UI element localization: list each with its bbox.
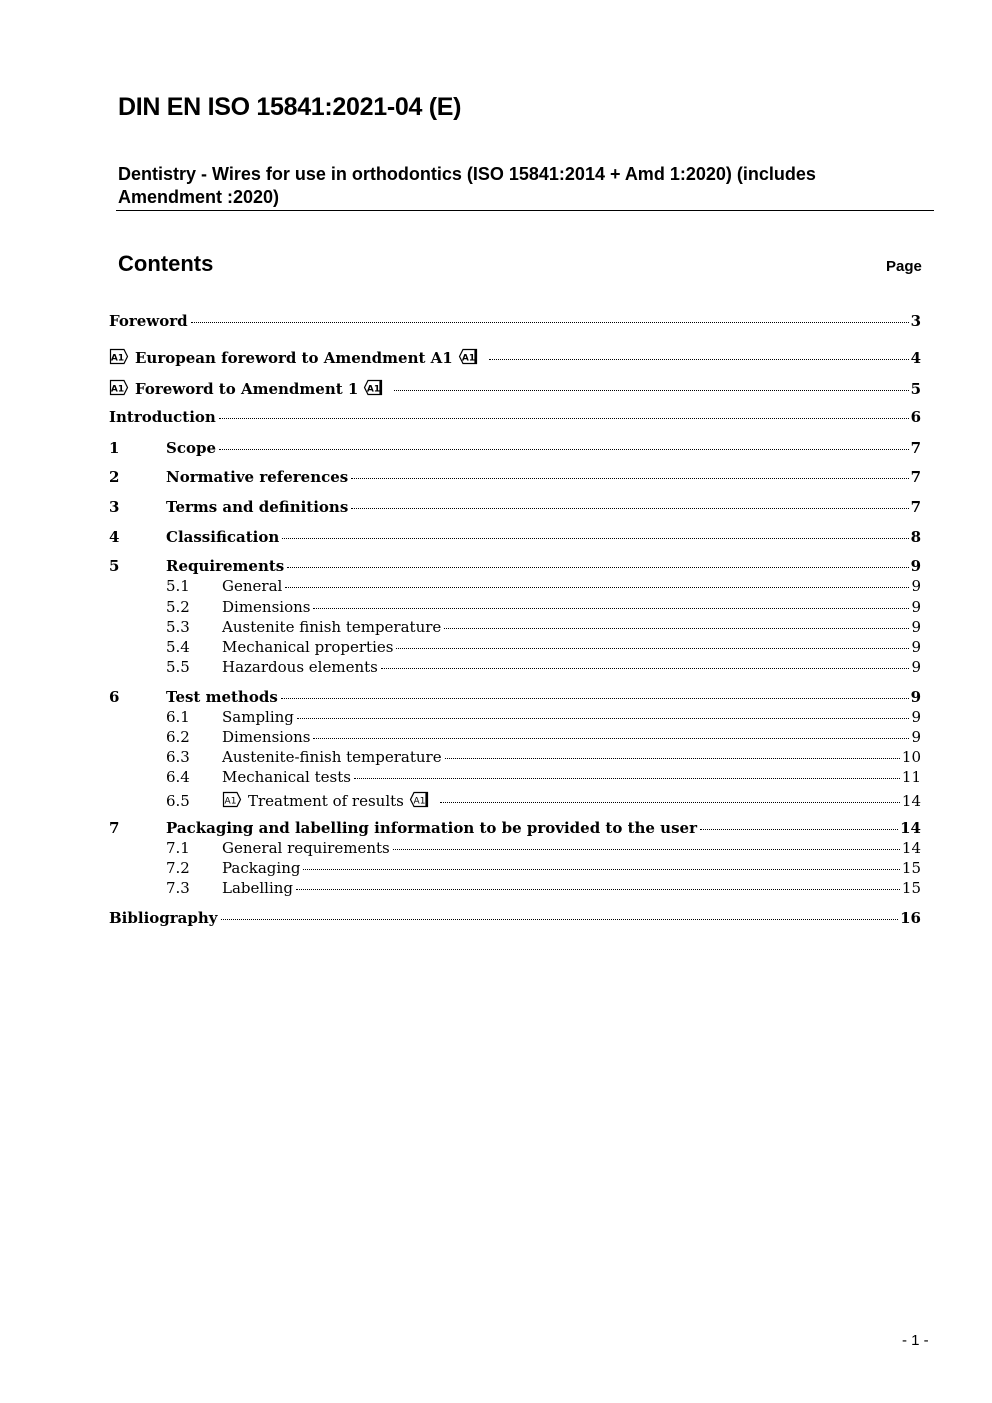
toc-entry[interactable] xyxy=(166,748,921,766)
toc-entry-title xyxy=(222,839,390,857)
toc-dot-leader xyxy=(297,718,910,719)
toc-entry-title xyxy=(166,528,279,546)
toc-dot-leader xyxy=(394,390,908,391)
toc-entry-title xyxy=(222,748,442,766)
page-column-heading: Page xyxy=(886,258,922,275)
toc-dot-leader xyxy=(219,449,909,450)
toc-entry-page: 7 xyxy=(910,468,921,486)
toc-dot-leader xyxy=(281,698,909,699)
amendment-end-marker-icon xyxy=(458,348,478,365)
toc-entry[interactable] xyxy=(109,688,921,706)
toc-entry-title xyxy=(222,618,441,636)
toc-entry-title-text: Foreword xyxy=(109,312,188,330)
toc-entry-title-text: Packaging xyxy=(222,859,301,877)
toc-entry-number: 3 xyxy=(109,498,120,516)
toc-entry-title xyxy=(222,789,437,810)
amendment-start-marker-icon xyxy=(109,348,129,365)
toc-dot-leader xyxy=(440,802,900,803)
toc-dot-leader xyxy=(351,508,908,509)
toc-entry[interactable] xyxy=(109,909,921,927)
toc-entry-page: 15 xyxy=(901,859,921,877)
amendment-marker-label: A1 xyxy=(461,353,475,364)
toc-entry[interactable] xyxy=(166,638,921,656)
toc-entry-title xyxy=(166,819,697,837)
toc-dot-leader xyxy=(313,608,909,609)
toc-entry-number: 5.4 xyxy=(166,638,190,656)
toc-entry-title-text: Dimensions xyxy=(222,728,311,746)
document-subtitle: Dentistry - Wires for use in orthodontics (ISO 15841:2014 + Amd 1:2020) (includes Amendment :2020) xyxy=(118,164,816,207)
toc-dot-leader xyxy=(393,849,900,850)
toc-dot-leader xyxy=(287,567,908,568)
toc-entry-title xyxy=(109,377,391,398)
toc-entry-page: 9 xyxy=(911,577,921,595)
toc-entry-page: 9 xyxy=(911,618,921,636)
toc-entry-title-text: Austenite-finish temperature xyxy=(222,748,442,766)
toc-entry-title-text: Sampling xyxy=(222,708,294,726)
toc-entry[interactable] xyxy=(109,468,921,486)
toc-entry[interactable] xyxy=(109,408,921,426)
toc-dot-leader xyxy=(221,919,899,920)
toc-entry-title xyxy=(222,598,310,616)
toc-dot-leader xyxy=(381,668,910,669)
toc-dot-leader xyxy=(489,359,909,360)
toc-dot-leader xyxy=(285,587,909,588)
amendment-end-marker-icon xyxy=(363,379,383,396)
toc-entry-page: 9 xyxy=(910,688,921,706)
toc-entry-title-text: Mechanical properties xyxy=(222,638,394,656)
toc-entry-title-text: Bibliography xyxy=(109,909,218,927)
amendment-marker-label: A1 xyxy=(367,384,381,395)
toc-entry-title-text: Foreword to Amendment 1 xyxy=(135,380,359,398)
toc-entry-number: 7.3 xyxy=(166,879,190,897)
toc-entry-page: 4 xyxy=(910,349,921,367)
toc-entry-page: 9 xyxy=(910,557,921,575)
toc-entry-page: 9 xyxy=(911,638,921,656)
toc-entry-title-text: Treatment of results xyxy=(248,792,404,810)
toc-entry-number: 6.1 xyxy=(166,708,190,726)
toc-entry[interactable] xyxy=(166,859,921,877)
toc-entry-page: 15 xyxy=(901,879,921,897)
toc-entry-title xyxy=(166,498,348,516)
toc-entry-page: 9 xyxy=(911,598,921,616)
toc-entry[interactable] xyxy=(166,768,921,786)
toc-entry-page: 16 xyxy=(900,909,921,927)
toc-entry[interactable] xyxy=(109,498,921,516)
toc-dot-leader xyxy=(444,628,909,629)
toc-entry-number: 7 xyxy=(109,819,120,837)
amendment-marker-label: A1 xyxy=(224,796,237,807)
toc-dot-leader xyxy=(282,538,908,539)
toc-entry-number: 6.5 xyxy=(166,792,190,810)
page-number: - 1 - xyxy=(902,1332,929,1349)
toc-entry[interactable] xyxy=(109,439,921,457)
document-id: DIN EN ISO 15841:2021-04 (E) xyxy=(118,93,462,121)
toc-entry-page: 14 xyxy=(900,819,921,837)
amendment-marker-label: A1 xyxy=(110,353,125,364)
toc-entry[interactable] xyxy=(109,819,921,837)
toc-entry-title xyxy=(166,557,284,575)
amendment-marker-label: A1 xyxy=(110,384,125,395)
toc-entry-title-text: Dimensions xyxy=(222,598,311,616)
title-rule xyxy=(116,210,934,211)
toc-entry-number: 7.2 xyxy=(166,859,190,877)
toc-entry-title xyxy=(109,909,218,927)
toc-entry[interactable] xyxy=(166,708,921,726)
toc-entry-title xyxy=(222,859,300,877)
toc-entry-number: 6 xyxy=(109,688,120,706)
toc-entry-page: 9 xyxy=(911,658,921,676)
toc-dot-leader xyxy=(219,418,909,419)
toc-entry-title-text: Test methods xyxy=(166,688,278,706)
toc-entry-title xyxy=(166,688,278,706)
toc-entry-number: 6.3 xyxy=(166,748,190,766)
toc-entry-title-text: Labelling xyxy=(222,879,294,897)
toc-entry[interactable] xyxy=(166,879,921,897)
toc-entry-title-text: Mechanical tests xyxy=(222,768,351,786)
toc-entry-page: 3 xyxy=(910,312,921,330)
toc-entry-page: 8 xyxy=(910,528,921,546)
toc-entry-title-text: Introduction xyxy=(109,408,216,426)
toc-entry-page: 6 xyxy=(910,408,921,426)
toc-dot-leader xyxy=(191,322,909,323)
toc-entry-title-text: Requirements xyxy=(166,557,285,575)
toc-entry[interactable] xyxy=(166,598,921,616)
toc-entry-title xyxy=(222,658,378,676)
toc-entry[interactable] xyxy=(109,557,921,575)
toc-entry-page: 14 xyxy=(901,792,921,810)
amendment-start-marker-icon xyxy=(109,379,129,396)
toc-entry-number: 6.4 xyxy=(166,768,190,786)
toc-entry-title xyxy=(222,577,282,595)
toc-entry[interactable] xyxy=(109,377,921,398)
toc-entry-number: 1 xyxy=(109,439,120,457)
toc-entry-title-text: Scope xyxy=(166,439,217,457)
toc-entry-number: 6.2 xyxy=(166,728,190,746)
amendment-start-marker-icon xyxy=(222,791,242,808)
toc-entry[interactable] xyxy=(166,658,921,676)
toc-entry[interactable] xyxy=(109,528,921,546)
toc-entry-title-text: Classification xyxy=(166,528,280,546)
contents-heading: Contents xyxy=(118,251,214,276)
toc-entry[interactable] xyxy=(109,312,921,330)
toc-entry-title-text: General xyxy=(222,577,283,595)
toc-dot-leader xyxy=(700,829,898,830)
toc-entry[interactable] xyxy=(166,618,921,636)
toc-entry-title xyxy=(222,708,294,726)
toc-entry[interactable] xyxy=(166,839,921,857)
toc-entry-title-text: European foreword to Amendment A1 xyxy=(135,349,453,367)
toc-entry-title-text: Austenite finish temperature xyxy=(222,618,442,636)
toc-entry-page: 9 xyxy=(911,708,921,726)
toc-entry-number: 5.2 xyxy=(166,598,190,616)
toc-entry-number: 5 xyxy=(109,557,120,575)
toc-entry[interactable] xyxy=(166,577,921,595)
toc-entry[interactable] xyxy=(166,789,921,810)
toc-entry-page: 10 xyxy=(901,748,921,766)
toc-entry-page: 11 xyxy=(901,768,921,786)
toc-entry[interactable] xyxy=(166,728,921,746)
amendment-end-marker-icon xyxy=(409,791,429,808)
toc-entry-title xyxy=(109,408,216,426)
toc-entry-title xyxy=(222,768,351,786)
toc-entry-page: 5 xyxy=(910,380,921,398)
toc-entry-title xyxy=(166,439,216,457)
toc-entry-title-text: General requirements xyxy=(222,839,390,857)
toc-entry-number: 5.1 xyxy=(166,577,190,595)
toc-dot-leader xyxy=(445,758,900,759)
toc-dot-leader xyxy=(303,869,899,870)
toc-entry-page: 14 xyxy=(901,839,921,857)
toc-entry-title xyxy=(222,638,393,656)
toc-entry-title xyxy=(222,879,293,897)
toc-entry-number: 2 xyxy=(109,468,120,486)
toc-entry-number: 7.1 xyxy=(166,839,190,857)
toc-dot-leader xyxy=(354,778,900,779)
toc-entry-page: 9 xyxy=(911,728,921,746)
toc-entry-number: 5.3 xyxy=(166,618,190,636)
toc-entry-title xyxy=(222,728,310,746)
toc-entry[interactable] xyxy=(109,346,921,367)
toc-dot-leader xyxy=(351,478,908,479)
toc-dot-leader xyxy=(296,889,900,890)
toc-entry-page: 7 xyxy=(910,498,921,516)
toc-entry-title xyxy=(109,312,188,330)
toc-entry-title xyxy=(109,346,486,367)
toc-entry-title-text: Normative references xyxy=(166,468,349,486)
toc-dot-leader xyxy=(396,648,909,649)
toc-entry-page: 7 xyxy=(910,439,921,457)
toc-entry-number: 4 xyxy=(109,528,120,546)
toc-entry-title xyxy=(166,468,348,486)
amendment-marker-label: A1 xyxy=(413,796,426,807)
toc-entry-title-text: Hazardous elements xyxy=(222,658,378,676)
toc-entry-title-text: Packaging and labelling information to be provided to the user xyxy=(166,819,697,837)
toc-dot-leader xyxy=(313,738,909,739)
toc-entry-number: 5.5 xyxy=(166,658,190,676)
toc-entry-title-text: Terms and definitions xyxy=(166,498,349,516)
